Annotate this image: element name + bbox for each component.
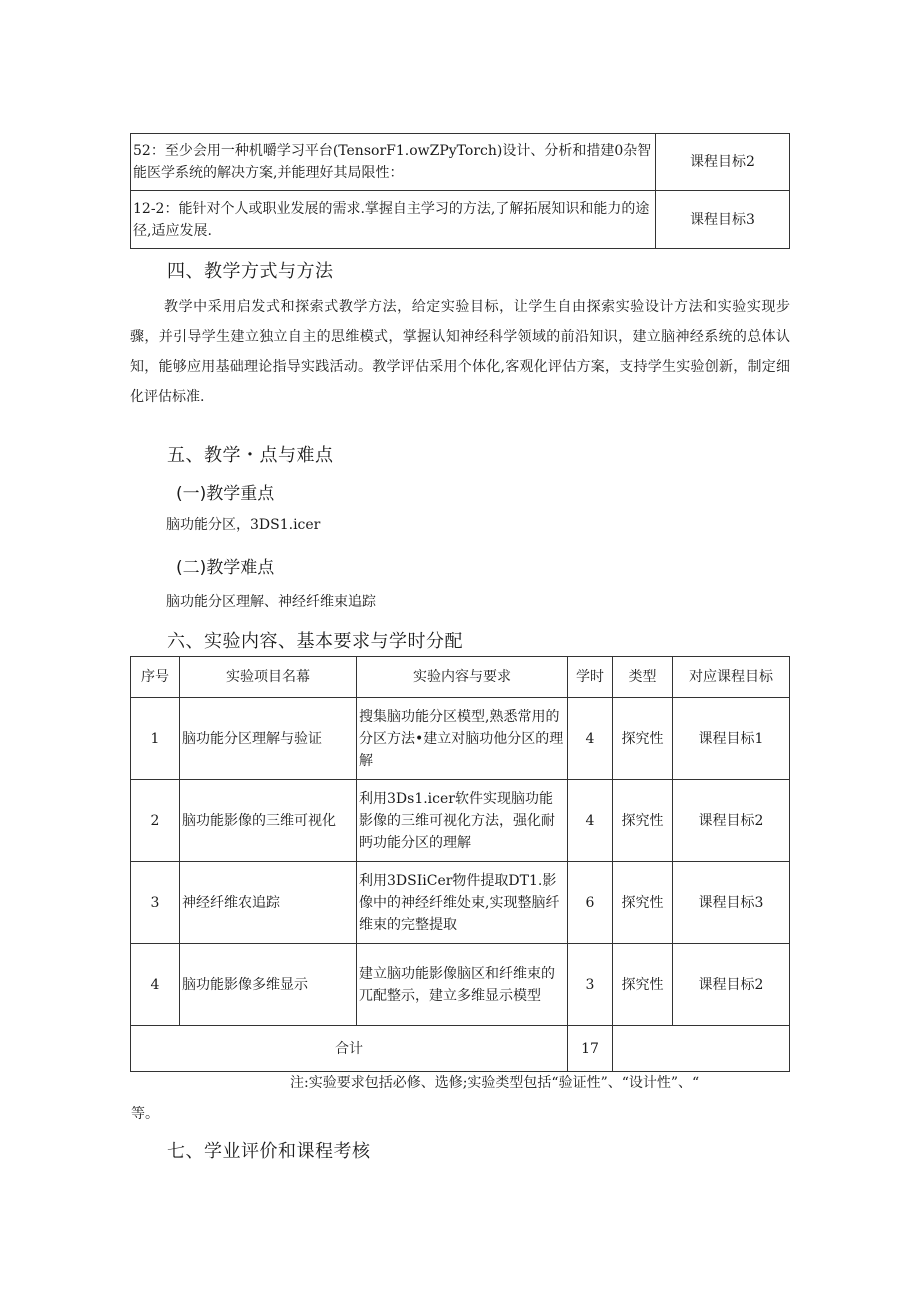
row-content: 利用3DSIiCer物件提取DT1.影像中的神经纤维处束,实现整脑纤维束的完整提取 xyxy=(357,862,568,944)
header-hours: 学时 xyxy=(568,657,613,698)
row-name: 脑功能影像的三维可视化 xyxy=(180,780,357,862)
section-7-heading: 七、学业评价和课程考核 xyxy=(167,1141,371,1162)
table-row xyxy=(131,944,790,1026)
section-4-heading: 四、教学方式与方法 xyxy=(167,261,334,282)
table-row xyxy=(131,698,790,780)
table-row xyxy=(131,191,790,249)
row-name: 脑功能分区理解与验证 xyxy=(180,698,357,780)
section-5-sub1: (一)教学重点 xyxy=(176,484,275,504)
total-label: 合计 xyxy=(131,1026,568,1072)
table-row xyxy=(131,780,790,862)
section-5-sub1-text: 脑功能分区，3DS1.icer xyxy=(166,517,321,533)
objective-goal: 课程目标2 xyxy=(656,134,790,191)
section-4-body: 教学中采用启发式和探索式教学方法，给定实验目标，让学生自由探索实验设计方法和实验实现步骤，并引导学生建立独立自主的思维模式，掌握认知神经科学领域的前沿知识，建立脑神经系统的总体认知，能够应用基础理论指导实践活动。教学评估采用个体化,客观化评估方案，支持学生实验创新，制定细化评估标准. xyxy=(130,299,790,405)
header-goal: 对应课程目标 xyxy=(673,657,790,698)
header-content: 实验内容与要求 xyxy=(357,657,568,698)
row-content: 建立脑功能影像脑区和纤维束的兀配整示，建立多维显示模型 xyxy=(357,944,568,1026)
row-no: 4 xyxy=(131,944,180,1026)
objective-text: 12-2：能针对个人或职业发展的需求.掌握自主学习的方法,了解拓展知识和能力的途径,适应发展. xyxy=(131,191,656,249)
row-name: 神经纤维农追踪 xyxy=(180,862,357,944)
row-no: 1 xyxy=(131,698,180,780)
header-name: 实验项目名幕 xyxy=(180,657,357,698)
section-6-heading: 六、实验内容、基本要求与学时分配 xyxy=(167,631,463,652)
section-5-sub2-text: 脑功能分区理解、神经纤维束追踪 xyxy=(166,594,376,610)
row-goal: 课程目标1 xyxy=(673,698,790,780)
row-type: 探究性 xyxy=(613,780,673,862)
experiments-table xyxy=(130,656,790,1072)
row-goal: 课程目标2 xyxy=(673,944,790,1026)
objective-goal: 课程目标3 xyxy=(656,191,790,249)
row-type: 探究性 xyxy=(613,698,673,780)
table-total-row xyxy=(131,1026,790,1072)
row-type: 探究性 xyxy=(613,944,673,1026)
row-hours: 3 xyxy=(568,944,613,1026)
table-row xyxy=(131,862,790,944)
row-goal: 课程目标2 xyxy=(673,780,790,862)
header-type: 类型 xyxy=(613,657,673,698)
table-note-continued: 等。 xyxy=(131,1106,159,1122)
table-header-row xyxy=(131,657,790,698)
row-goal: 课程目标3 xyxy=(673,862,790,944)
objective-text: 52：至少会用一种机嚼学习平台(TensorF1.owZPyTorch)设计、分析和措建0杂智能医学系统的解决方案,并能理好其局限性： xyxy=(131,134,656,191)
table-note: 注:实验要求包括必修、选修;实验类型包括“验证性”、“设计性”、“ xyxy=(290,1075,700,1091)
total-hours: 17 xyxy=(568,1026,613,1072)
row-no: 2 xyxy=(131,780,180,862)
row-hours: 6 xyxy=(568,862,613,944)
row-content: 搜集脑功能分区模型,熟悉常用的分区方法•建立对脑功他分区的理解 xyxy=(357,698,568,780)
row-name: 脑功能影像多维显示 xyxy=(180,944,357,1026)
row-type: 探究性 xyxy=(613,862,673,944)
row-no: 3 xyxy=(131,862,180,944)
row-hours: 4 xyxy=(568,698,613,780)
section-5-heading: 五、教学・点与难点 xyxy=(167,445,334,466)
row-hours: 4 xyxy=(568,780,613,862)
section-5-sub2: (二)教学难点 xyxy=(176,558,275,578)
objectives-table xyxy=(130,133,790,249)
header-no: 序号 xyxy=(131,657,180,698)
total-empty xyxy=(613,1026,790,1072)
row-content: 利用3Ds1.icer软件实现脑功能影像的三维可视化方法，强化耐眄功能分区的理解 xyxy=(357,780,568,862)
table-row xyxy=(131,134,790,191)
